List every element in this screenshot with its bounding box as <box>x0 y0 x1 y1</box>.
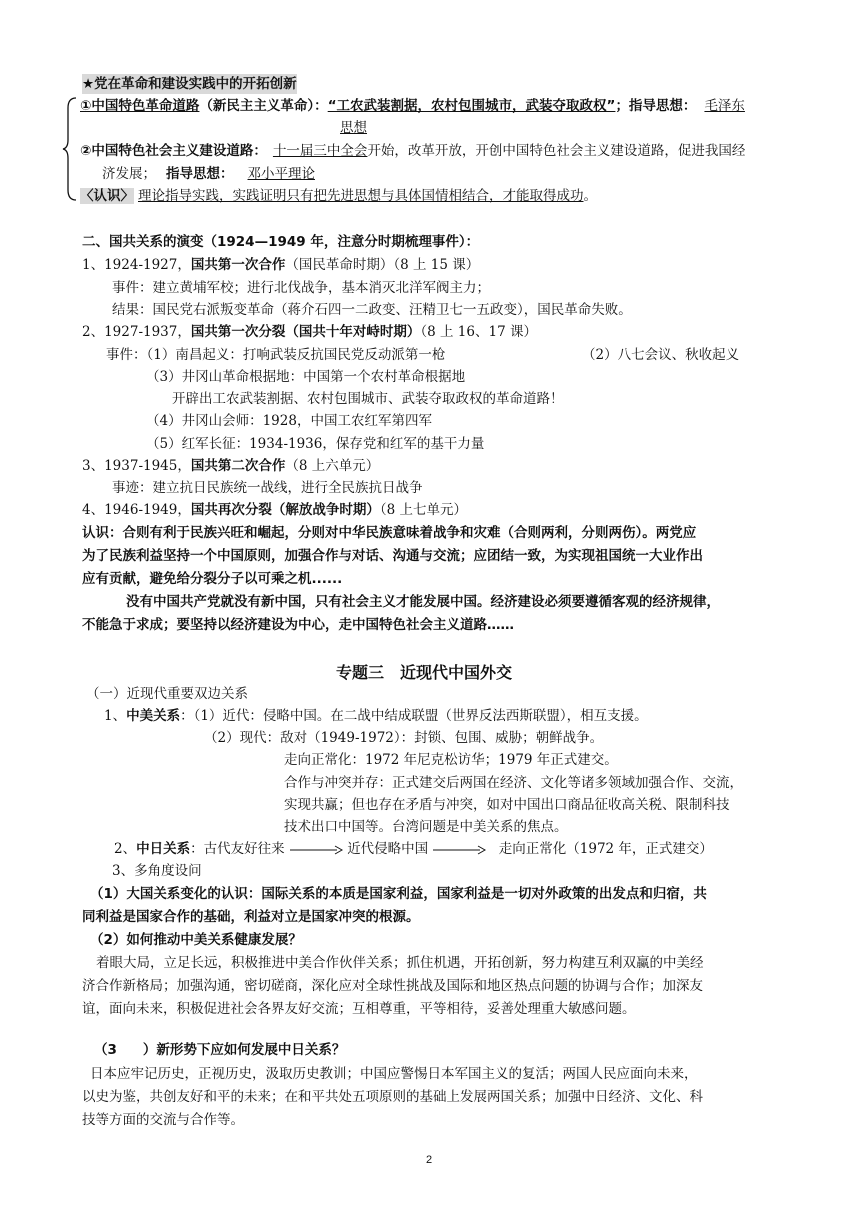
page-number: 2 <box>426 1154 433 1166</box>
q1-line-2: 同利益是国家合作的基础，利益对立是国家冲突的根源。 <box>82 909 420 925</box>
us-current-line-2: 走向正常化：1972 年尼克松访华；1979 年正式建交。 <box>284 752 618 768</box>
japan-relations-line <box>114 839 713 859</box>
us-modern-text: 侵略中国。在二战中结成联盟（世界反法西斯联盟），相互支援。 <box>262 708 648 724</box>
period-3-line <box>82 456 379 476</box>
q2-line-3: 谊，面向未来，积极促进社会各界友好交流；互相尊重，平等相待，妥善处理重大敏感问题。 <box>82 1001 636 1017</box>
period-4-years: 4、1946-1949， <box>82 502 191 518</box>
period-3-years: 3、1937-1945， <box>82 458 191 474</box>
period-2-event-3: （3）井冈山革命根据地：中国第一个农村革命根据地 <box>146 369 466 385</box>
revolution-road-quote: “工农武装割据，农村包围城市，武装夺取政权” <box>327 98 616 114</box>
left-brace-icon <box>62 96 78 202</box>
period-2-title: 国共第一次分裂（国共十年对峙时期） <box>190 324 421 340</box>
multi-angle-heading: 3、多角度设问 <box>112 863 202 879</box>
period-1-years: 1、1924-1927， <box>82 257 191 273</box>
guide-thought-value-1a: 毛泽东 <box>704 98 745 114</box>
us-current-line-3: 合作与冲突并存：正式建交后两国在经济、文化等诸多领域加强合作、交流， <box>284 775 743 791</box>
us-relations-label: 中美关系 <box>126 708 181 724</box>
period-3-title: 国共第二次合作 <box>190 458 286 474</box>
q3-line-3: 技等方面的交流与合作等。 <box>82 1112 244 1128</box>
section-heading-party: ★党在革命和建设实践中的开拓创新 <box>82 76 297 92</box>
period-3-event: 事迹：建立抗日民族统一战线，进行全民族抗日战争 <box>112 480 423 496</box>
us-current-line-5: 技术出口中国等。台湾问题是中美关系的焦点。 <box>284 819 568 835</box>
revolution-road-label: ①中国特色革命道路 <box>80 98 200 114</box>
q3-heading <box>94 1040 345 1060</box>
q2-line-2: 济合作新格局；加强沟通，密切磋商，深化应对全球性挑战及国际和地区热点问题的协调与合作；加深友 <box>82 978 703 994</box>
socialism-road-line <box>80 141 745 161</box>
guide-thought-value-2: 邓小平理论 <box>247 166 315 182</box>
period-1-title: 国共第一次合作 <box>190 257 286 273</box>
q2-heading: （2）如何推动中美关系健康发展？ <box>90 932 302 948</box>
recognition-2-line-4: 没有中国共产党就没有新中国，只有社会主义才能发展中国。经济建设必须要遵循客观的经济规律， <box>126 594 720 610</box>
period-2-years: 2、1927-1937， <box>82 324 191 340</box>
socialism-road-label: ②中国特色社会主义建设道路： <box>80 143 267 159</box>
recognition-2-line-1: 认识：合则有利于民族兴旺和崛起，分则对中华民族意味着战争和灾难（合则两利，分则两伤）。两党应 <box>82 525 697 541</box>
period-2-line <box>82 322 537 342</box>
socialism-road-line-2 <box>102 164 315 184</box>
socialism-road-text: 开始，改革开放，开创中国特色社会主义建设道路，促进我国经 <box>367 143 746 159</box>
period-2-event-1: 事件：（1）南昌起义：打响武装反抗国民党反动派第一枪 <box>106 347 446 363</box>
recognition-2-line-5: 不能急于求成；要坚持以经济建设为中心，走中国特色社会主义道路…… <box>82 617 514 633</box>
japan-normalization: 走向正常化（1972 年，正式建交） <box>498 841 713 857</box>
period-1-result: 结果：国民党右派叛变革命（蒋介石四一二政变、汪精卫七一五政变），国民革命失败。 <box>112 302 632 318</box>
period-4-line <box>82 500 467 520</box>
q3-line-1: 日本应牢记历史，正视历史，汲取历史教训；中国应警惕日本军国主义的复活；两国人民应面向未来， <box>90 1066 698 1082</box>
us-current-line-1 <box>204 728 603 748</box>
us-modern-prefix: ：（1）近代： <box>180 708 263 724</box>
recognition-text: 理论指导实践，实践证明只有把先进思想与具体国情相结合，才能取得成功 <box>138 188 584 204</box>
third-plenum: 十一届三中全会 <box>272 143 368 159</box>
period-1-event: 事件：建立黄埔军校；进行北伐战争，基本消灭北洋军阀主力； <box>112 280 490 296</box>
japan-modern: 近代侵略中国 <box>347 841 429 857</box>
q3-line-2: 以史为鉴，共创友好和平的未来；在和平共处五项原则的基础上发展两国关系；加强中日经济、文化、科 <box>82 1089 703 1105</box>
china-revolution-road-line <box>80 96 745 116</box>
q3-number: （3 <box>94 1042 117 1058</box>
period-1-line <box>82 255 479 275</box>
revolution-road-paren: （新民主主义革命）： <box>199 98 328 114</box>
socialism-road-text-b: 济发展； <box>102 166 156 182</box>
us-current-text-1: 敌对（1949-1972）：封锁、包围、威胁；朝鲜战争。 <box>280 730 604 746</box>
period-1-note: （国民革命时期）（8 上 15 课） <box>285 257 480 273</box>
period-2-event-3b: 开辟出工农武装割据、农村包围城市、武装夺取政权的革命道路！ <box>172 391 564 407</box>
recognition-tag: 〈认识〉 <box>80 188 134 204</box>
period-2-event-2: （2）八七会议、秋收起义 <box>582 347 740 363</box>
us-relations-line <box>104 706 648 726</box>
japan-num: 2、 <box>114 841 137 857</box>
recognition-end: 。 <box>583 188 597 204</box>
recognition-line <box>80 186 597 206</box>
guide-thought-label-1: ；指导思想： <box>615 98 697 114</box>
period-2-note: （8 上 16、17 课） <box>420 324 537 340</box>
period-4-note: （8 上七单元） <box>379 502 468 518</box>
bilateral-subheading: （一）近现代重要双边关系 <box>86 686 248 702</box>
us-current-line-4: 实现共赢；但也存在矛盾与冲突，如对中国出口商品征收高关税、限制科技 <box>284 797 730 813</box>
recognition-2-line-2: 为了民族利益坚持一个中国原则，加强合作与对话、沟通与交流；应团结一致，为实现祖国统一大业作出 <box>82 548 703 564</box>
guide-thought-label-2: 指导思想： <box>166 166 234 182</box>
q2-line-1: 着眼大局，立足长远，积极推进中美合作伙伴关系；抓住机遇，开拓创新，努力构建互利双赢的中美经 <box>96 955 704 971</box>
topic-three-title: 专题三 近现代中国外交 <box>336 663 513 682</box>
q1-line-1: （1）大国关系变化的认识：国际关系的本质是国家利益，国家利益是一切对外政策的出发点和归宿，共 <box>90 886 707 902</box>
arrow-right-icon <box>432 845 486 855</box>
kmt-cpc-heading: 二、国共关系的演变（1924—1949 年，注意分时期梳理事件）： <box>82 234 480 250</box>
us-num: 1、 <box>104 708 127 724</box>
q3-title: ）新形势下应如何发展中日关系？ <box>142 1042 346 1058</box>
arrow-right-icon <box>289 845 343 855</box>
japan-ancient: ：古代友好往来 <box>190 841 285 857</box>
period-2-event-5: （5）红军长征：1934-1936，保存党和红军的基干力量 <box>146 436 485 452</box>
japan-relations-label: 中日关系 <box>136 841 191 857</box>
period-3-note: （8 上六单元） <box>285 458 380 474</box>
recognition-2-line-3: 应有贡献，避免给分裂分子以可乘之机...... <box>82 571 343 587</box>
period-2-event-4: （4）井冈山会师：1928，中国工农红军第四军 <box>146 413 432 429</box>
us-current-prefix: （2）现代： <box>204 730 281 746</box>
period-4-title: 国共再次分裂（解放战争时期） <box>190 502 380 518</box>
guide-thought-value-1b: 思想 <box>340 120 367 136</box>
